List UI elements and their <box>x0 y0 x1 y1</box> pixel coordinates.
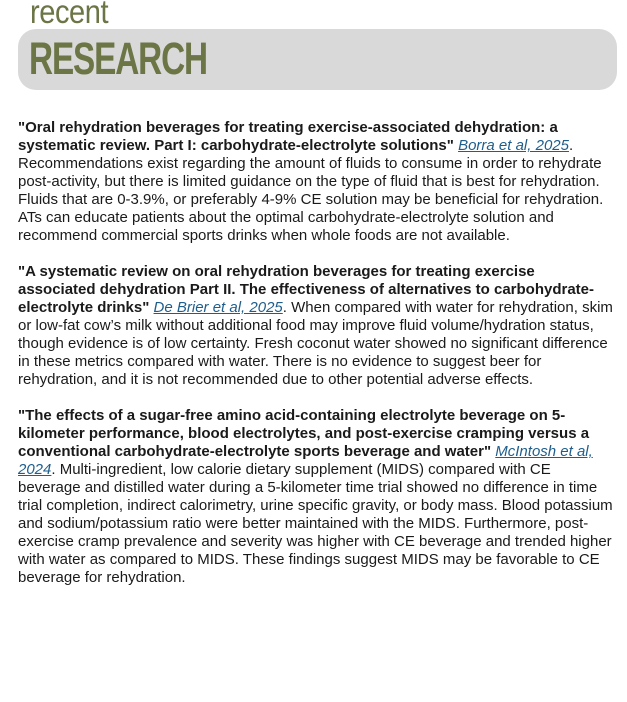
research-item <box>18 263 614 389</box>
article-title: "Oral rehydration beverages for treating exercise-associated dehydration: a systematic review. Part I: carbohydrate-electrolyte solutions" <box>18 119 558 154</box>
article-title: "A systematic review on oral rehydration beverages for treating exercise associated dehydration Part II. The effectiveness of alternatives to carbohydrate-electrolyte drinks" <box>18 263 595 316</box>
section-header <box>0 0 627 96</box>
citation-link[interactable]: McIntosh et al, 2024 <box>18 443 593 478</box>
article-title: "The effects of a sugar-free amino acid-containing electrolyte beverage on 5-kilometer performance, blood electrolytes, and post-exercise cramping versus a conventional carbohydrate-electrolyte sports beverage and water" <box>18 407 590 460</box>
citation-link[interactable]: De Brier et al, 2025 <box>153 299 283 316</box>
research-list <box>18 119 614 605</box>
header-kicker: recent <box>30 0 109 30</box>
section-title: RESEARCH <box>29 33 208 84</box>
article-summary: . When compared with water for rehydration, skim or low-fat cow’s milk without additional food may improve fluid volume/hydration status, though evidence is of low certainty. Fresh coconut water showed no significant difference in these metrics compared with water. There is no evidence to suggest beer for rehydration, and it is not recommended due to other potential adverse effects. <box>18 299 613 388</box>
article-summary: . Recommendations exist regarding the amount of fluids to consume in order to rehydrate post-activity, but there is limited guidance on the type of fluid that is best for rehydration. Fluids that are 0-3.9%, or preferably 4-9% CE solution may be beneficial for rehydration. ATs can educate patients about the optimal carbohydrate-electrolyte solution and recommend commercial sports drinks when whole foods are not available. <box>18 137 604 244</box>
research-item <box>18 119 614 245</box>
citation-link[interactable]: Borra et al, 2025 <box>458 137 569 154</box>
research-item <box>18 407 614 587</box>
article-summary: . Multi-ingredient, low calorie dietary supplement (MIDS) compared with CE beverage and distilled water during a 5-kilometer time trial showed no difference in time trial completion, indirect calorimetry, urine specific gravity, or body mass. Blood potassium and sodium/potassium ratio were better maintained with the MIDS. Furthermore, post-exercise cramp prevalence and severity was higher with CE beverage and trended higher with water as compared to MIDS. These findings suggest MIDS may be favorable to CE beverage for rehydration. <box>18 461 613 586</box>
